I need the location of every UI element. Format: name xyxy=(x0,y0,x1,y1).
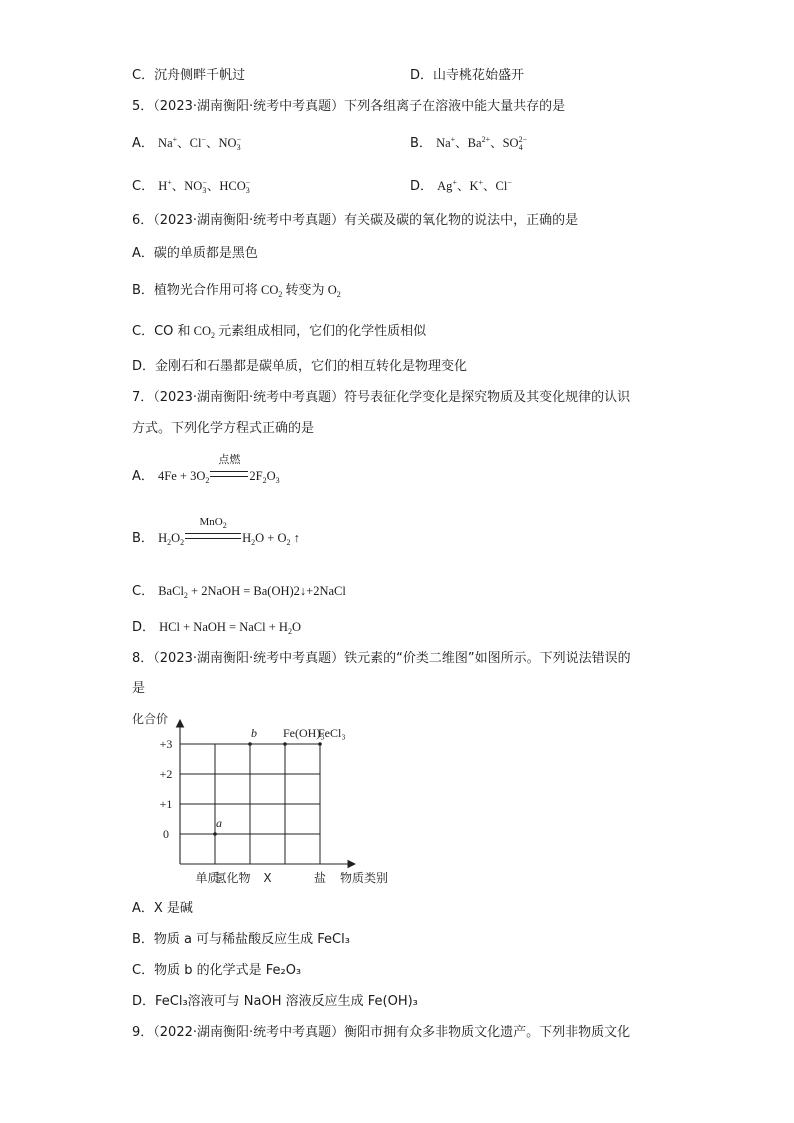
y-tick-label: +2 xyxy=(159,767,173,781)
point-label: Fe(OH)₃ xyxy=(283,726,325,740)
q6-option-b: B．植物光合作用可将 $CO_2$ 转变为 $O_2$ xyxy=(132,283,341,299)
x-tick-label: X xyxy=(263,871,272,885)
q4-option-c: C．沉舟侧畔千帆过 xyxy=(132,68,246,83)
q8-stem-line2: 是 xyxy=(132,681,146,696)
q8-stem-line1: 8．（2023·湖南衡阳·统考中考真题）铁元素的“价类二维图”如图所示。下列说法错误的 xyxy=(132,651,631,666)
data-point xyxy=(248,742,252,746)
q8-option-d: D．FeCl₃溶液可与 NaOH 溶液反应生成 Fe(OH)₃ xyxy=(132,994,418,1009)
option-label: D． xyxy=(132,620,156,635)
data-point xyxy=(213,832,217,836)
ion-formula: H+、$NO_3^-$、$HCO_3^-$ xyxy=(158,178,251,195)
x-tick-label: 单质 xyxy=(195,871,220,885)
equation-d: HCl + NaOH = NaCl + $H_2O$ xyxy=(159,620,301,636)
q7-stem-line1: 7．（2023·湖南衡阳·统考中考真题）符号表征化学变化是探究物质及其变化规律的认识 xyxy=(132,390,631,405)
option-label: B． xyxy=(132,531,154,546)
q7-option-d xyxy=(132,618,301,637)
y-tick-label: +1 xyxy=(159,797,173,811)
q5-option-a xyxy=(132,134,241,153)
q7-option-c xyxy=(132,582,346,601)
ion-formula: Na+、Cl−、$NO_3^-$ xyxy=(158,135,242,152)
option-label: A． xyxy=(132,469,154,484)
q6-stem: 6．（2023·湖南衡阳·统考中考真题）有关碳及碳的氧化物的说法中，正确的是 xyxy=(132,213,579,228)
q5-option-b xyxy=(410,134,527,153)
x-tick-label: 盐 xyxy=(313,871,327,885)
ion-formula: Ag+、K+、Cl− xyxy=(437,178,512,193)
x-axis-label: 物质类别 xyxy=(340,871,389,885)
point-label: b xyxy=(251,726,257,740)
q7-option-b xyxy=(132,516,300,548)
q6-option-d: D．金刚石和石墨都是碳单质，它们的相互转化是物理变化 xyxy=(132,359,468,374)
option-label: D． xyxy=(410,179,434,194)
equation-a: $4Fe + 3O_2$ 点燃 $2F_2O_3$ xyxy=(158,453,280,485)
reaction-condition: MnO$_2$ xyxy=(199,516,227,530)
q6-option-a: A．碳的单质都是黑色 xyxy=(132,246,258,261)
chart-grid xyxy=(180,744,320,864)
y-axis-label: 化合价 xyxy=(132,712,169,726)
ion-formula: Na+、$Ba^{2+}$、$SO_4^{2-}$ xyxy=(436,135,528,152)
option-label: B． xyxy=(410,136,432,151)
q6-option-c: C．CO 和 $CO_2$ 元素组成相同，它们的化学性质相似 xyxy=(132,324,427,340)
option-label: C． xyxy=(132,584,155,599)
point-label: a xyxy=(216,816,222,830)
y-tick-label: +3 xyxy=(159,737,173,751)
q4-option-d: D．山寺桃花始盛开 xyxy=(410,68,525,83)
q5-stem: 5．（2023·湖南衡阳·统考中考真题）下列各组离子在溶液中能大量共存的是 xyxy=(132,99,566,114)
x-tick-label: 氢化物 xyxy=(214,871,251,885)
valence-class-chart xyxy=(130,706,410,886)
q8-option-b: B．物质 a 可与稀盐酸反应生成 FeCl₃ xyxy=(132,932,350,947)
q9-stem: 9．（2022·湖南衡阳·统考中考真题）衡阳市拥有众多非物质文化遗产。下列非物质文化 xyxy=(132,1025,631,1040)
q5-option-d xyxy=(410,177,512,196)
option-label: A． xyxy=(132,136,154,151)
equation-b: $H_2O_2$ MnO$_2$ $H_2O + O_2$ ↑ xyxy=(158,516,300,547)
data-point xyxy=(318,742,322,746)
q7-stem-line2: 方式。下列化学方程式正确的是 xyxy=(132,421,315,436)
q8-option-c: C．物质 b 的化学式是 Fe₂O₃ xyxy=(132,963,302,978)
equation-c: BaCl$_2$ + 2NaOH = Ba(OH)2↓+2NaCl xyxy=(158,584,346,600)
point-label: FeCl₃ xyxy=(318,726,346,740)
reaction-condition: 点燃 xyxy=(218,453,241,466)
q7-option-a xyxy=(132,453,280,486)
data-point xyxy=(283,742,287,746)
q5-option-c xyxy=(132,177,250,196)
option-label: C． xyxy=(132,179,155,194)
y-tick-label: 0 xyxy=(163,827,169,841)
q8-option-a: A．X 是碱 xyxy=(132,901,193,916)
